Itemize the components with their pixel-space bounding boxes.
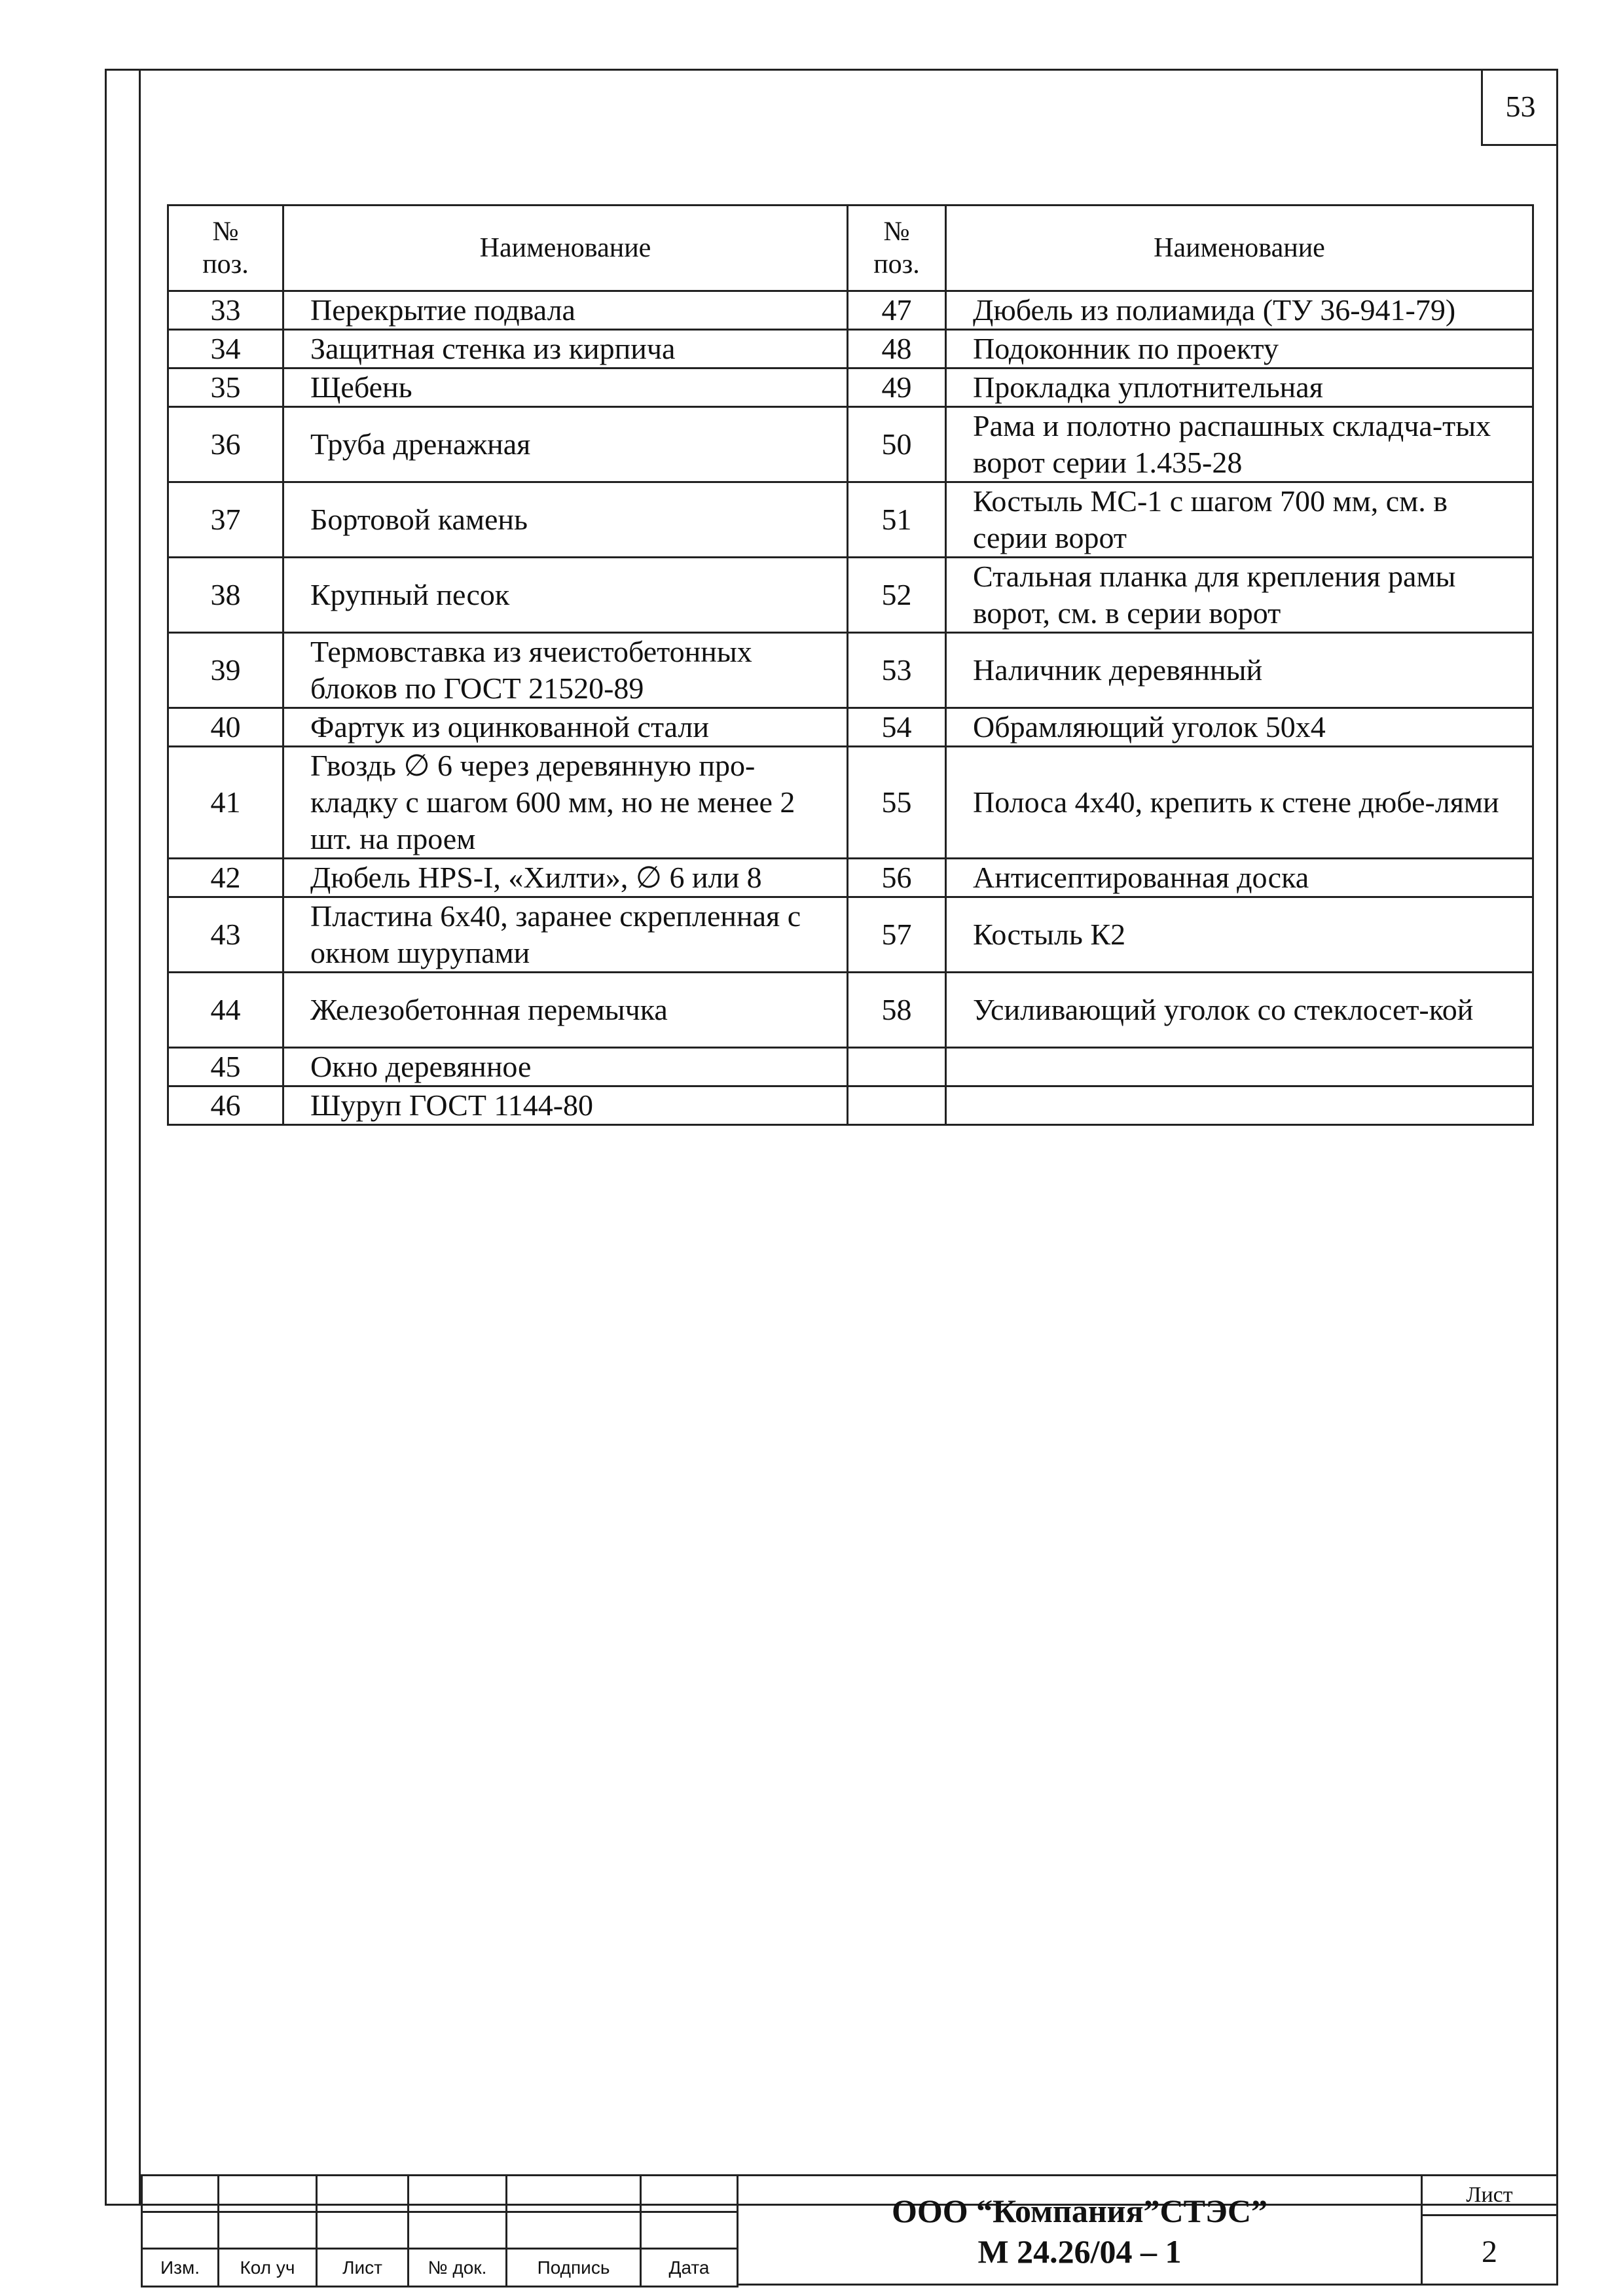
cell-pos-left: 42 <box>168 859 283 897</box>
binding-margin-line <box>139 69 141 2206</box>
table-row <box>168 330 1533 368</box>
table-row <box>168 291 1533 330</box>
header-name-left: Наименование <box>283 206 848 291</box>
specification-table <box>167 204 1534 1126</box>
cell-name-left: Защитная стенка из кирпича <box>283 330 848 368</box>
cell-pos-left: 40 <box>168 708 283 747</box>
cell-pos-right: 54 <box>848 708 946 747</box>
cell-name-left: Фартук из оцинкованной стали <box>283 708 848 747</box>
cell-pos-right: 49 <box>848 368 946 407</box>
cell-pos-left: 38 <box>168 558 283 633</box>
cell-name-right: Костыль К2 <box>946 897 1533 973</box>
table-row <box>168 897 1533 973</box>
cell-pos-left: 41 <box>168 747 283 859</box>
cell-pos-right: 53 <box>848 633 946 708</box>
table-row <box>168 482 1533 558</box>
cell-pos-left: 45 <box>168 1048 283 1086</box>
cell-name-right: Антисептированная доска <box>946 859 1533 897</box>
cell-name-left: Бортовой камень <box>283 482 848 558</box>
title-block <box>141 2174 1558 2286</box>
cell-name-right: Костыль МС-1 с шагом 700 мм, см. в серии ворот <box>946 482 1533 558</box>
cell-name-right: Рама и полотно распашных складча-тых ворот серии 1.435-28 <box>946 407 1533 482</box>
cell-name-right: Дюбель из полиамида (ТУ 36-941-79) <box>946 291 1533 330</box>
label-doc-no: № док. <box>409 2249 507 2287</box>
header-pos-right: № поз. <box>848 206 946 291</box>
cell-name-right: Усиливающий уголок со стеклосет-кой <box>946 973 1533 1048</box>
cell-name-left: Щебень <box>283 368 848 407</box>
label-list: Лист <box>317 2249 409 2287</box>
cell-name-left: Крупный песок <box>283 558 848 633</box>
cell-pos-left: 36 <box>168 407 283 482</box>
table-row <box>168 1086 1533 1125</box>
cell-pos-right: 57 <box>848 897 946 973</box>
header-pos-left: № поз. <box>168 206 283 291</box>
table-header-row <box>168 206 1533 291</box>
cell-name-right: Подоконник по проекту <box>946 330 1533 368</box>
cell-pos-left: 44 <box>168 973 283 1048</box>
label-kol-uch: Кол уч <box>219 2249 317 2287</box>
cell-pos-left: 46 <box>168 1086 283 1125</box>
header-name-right: Наименование <box>946 206 1533 291</box>
cell-pos-right: 56 <box>848 859 946 897</box>
cell-pos-left: 34 <box>168 330 283 368</box>
cell-pos-left: 35 <box>168 368 283 407</box>
page-number: 53 <box>1481 69 1558 146</box>
company-name: ООО “Компания”СТЭС” <box>892 2193 1267 2229</box>
cell-pos-right: 47 <box>848 291 946 330</box>
table-body <box>168 291 1533 1125</box>
table-row <box>168 747 1533 859</box>
cell-pos-right: 51 <box>848 482 946 558</box>
cell-pos-right: 48 <box>848 330 946 368</box>
cell-name-left: Окно деревянное <box>283 1048 848 1086</box>
label-izm: Изм. <box>142 2249 219 2287</box>
cell-name-right <box>946 1048 1533 1086</box>
cell-pos-right <box>848 1048 946 1086</box>
cell-pos-left: 37 <box>168 482 283 558</box>
table-row <box>168 368 1533 407</box>
cell-name-left: Термовставка из ячеистобетонных блоков по ГОСТ 21520-89 <box>283 633 848 708</box>
cell-name-right: Наличник деревянный <box>946 633 1533 708</box>
cell-name-left: Шуруп ГОСТ 1144-80 <box>283 1086 848 1125</box>
cell-pos-left: 43 <box>168 897 283 973</box>
cell-pos-right: 50 <box>848 407 946 482</box>
cell-name-left: Дюбель HPS-I, «Хилти», ∅ 6 или 8 <box>283 859 848 897</box>
cell-name-left: Гвоздь ∅ 6 через деревянную про-кладку с шагом 600 мм, но не менее 2 шт. на проем <box>283 747 848 859</box>
table-row <box>168 1048 1533 1086</box>
table-row <box>168 708 1533 747</box>
table-row <box>168 973 1533 1048</box>
cell-name-left: Перекрытие подвала <box>283 291 848 330</box>
table-row <box>168 633 1533 708</box>
cell-pos-right: 52 <box>848 558 946 633</box>
sheet-label: Лист <box>1423 2176 1556 2216</box>
cell-pos-right <box>848 1086 946 1125</box>
sheet-number: 2 <box>1482 2234 1497 2269</box>
label-date: Дата <box>641 2249 738 2287</box>
title-block-center <box>737 2174 1423 2286</box>
cell-name-right <box>946 1086 1533 1125</box>
cell-pos-left: 39 <box>168 633 283 708</box>
cell-name-right: Полоса 4х40, крепить к стене дюбе-лями <box>946 747 1533 859</box>
cell-name-left: Железобетонная перемычка <box>283 973 848 1048</box>
cell-name-right: Стальная планка для крепления рамы ворот, см. в серии ворот <box>946 558 1533 633</box>
table-row <box>168 859 1533 897</box>
cell-name-right: Обрамляющий уголок 50х4 <box>946 708 1533 747</box>
sheet-box <box>1421 2174 1558 2286</box>
cell-name-left: Пластина 6х40, заранее скрепленная с окном шурупами <box>283 897 848 973</box>
label-signature: Подпись <box>507 2249 641 2287</box>
table-row <box>168 558 1533 633</box>
table-row <box>168 407 1533 482</box>
cell-name-right: Прокладка уплотнительная <box>946 368 1533 407</box>
cell-pos-right: 58 <box>848 973 946 1048</box>
cell-pos-left: 33 <box>168 291 283 330</box>
document-code: М 24.26/04 – 1 <box>977 2233 1182 2270</box>
cell-name-left: Труба дренажная <box>283 407 848 482</box>
cell-pos-right: 55 <box>848 747 946 859</box>
title-block-grid <box>141 2174 739 2287</box>
